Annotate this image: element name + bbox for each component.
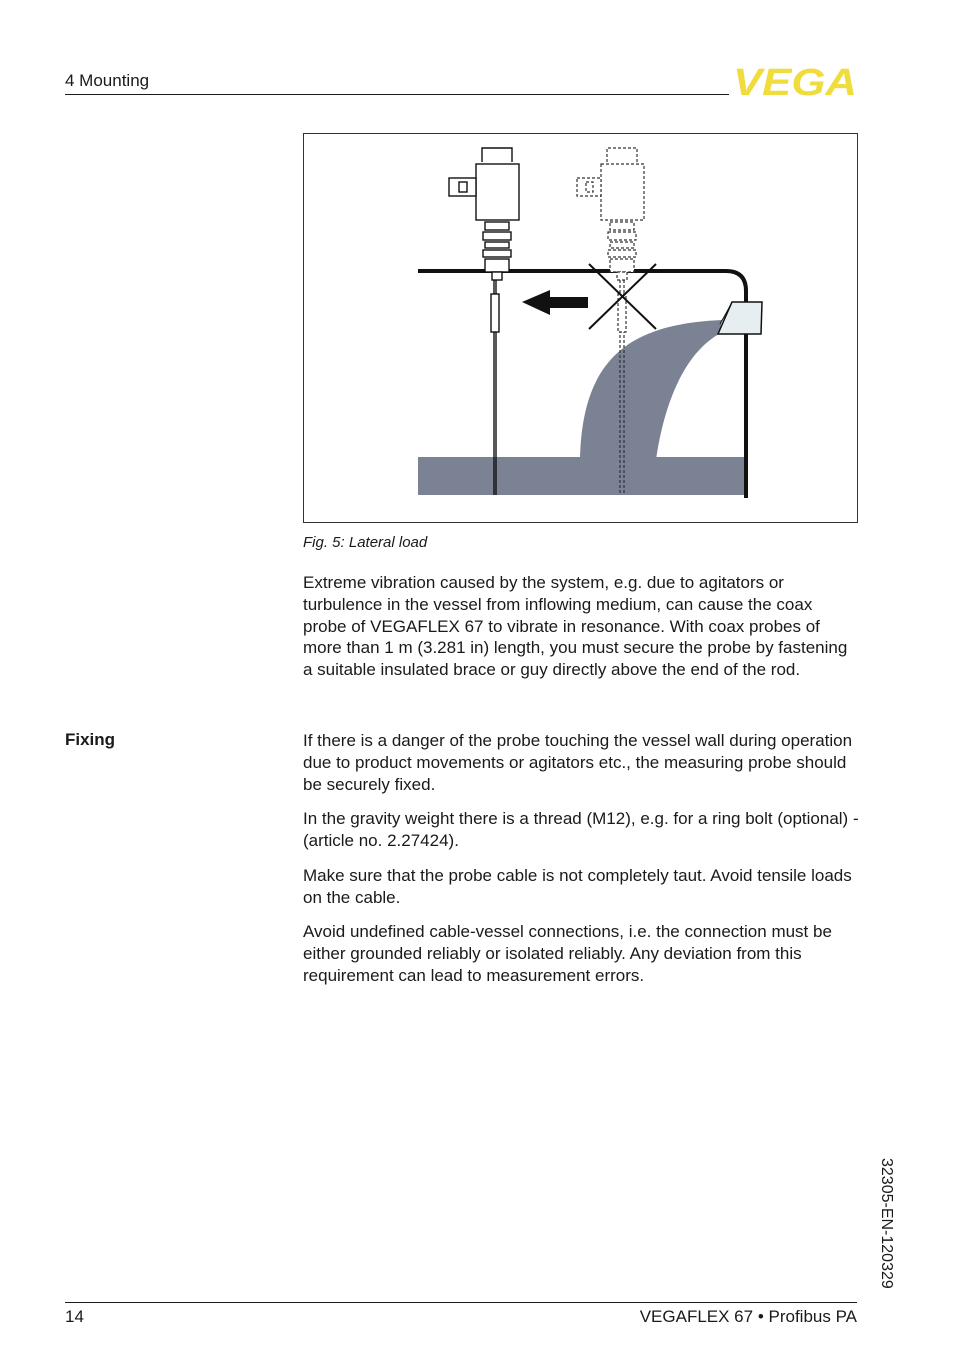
lateral-load-diagram [304, 134, 857, 522]
inlet-pipe [718, 302, 762, 334]
paragraph-thread: In the gravity weight there is a thread (M12), e.g. for a ring bolt (optional) - (article no. 2.27424). [303, 809, 859, 850]
header-divider [65, 94, 729, 95]
document-number: 32305-EN-120329 [878, 1158, 895, 1289]
sensor-correct [449, 148, 519, 495]
page-number: 14 [65, 1307, 84, 1326]
vega-logo-graphic [732, 64, 858, 98]
inflow-stream [580, 320, 722, 460]
footer-divider [65, 1302, 857, 1303]
logo-wordmark: VEGA [733, 64, 857, 98]
paragraph-connections: Avoid undefined cable-vessel connections, i.e. the connection must be either grounded reliably or isolated reliably. Any deviation from this requirement can lead to measurement errors. [303, 922, 832, 985]
move-arrow [522, 290, 588, 315]
paragraph-fixing: If there is a danger of the probe touching the vessel wall during operation due to product movements or agitators etc., the measuring probe should be securely fixed. [303, 731, 853, 794]
paragraph-vibration: Extreme vibration caused by the system, e.g. due to agitators or turbulence in the vessel from inflowing medium, can cause the coax probe of VEGAFLEX 67 to vibrate in resonance. With coax probes of more than 1 m (3.281 in) length, you must secure the probe by fastening a suitable insulated brace or guy directly above the end of the rod. [303, 573, 848, 680]
paragraph-cable-taut: Make sure that the probe cable is not completely taut. Avoid tensile loads on the cable. [303, 866, 852, 907]
side-heading-fixing: Fixing [65, 730, 116, 749]
section-header: 4 Mounting [65, 71, 150, 90]
footer-title: VEGAFLEX 67 • Profibus PA [639, 1307, 857, 1326]
figure-lateral-load [303, 133, 858, 523]
figure-caption: Fig. 5: Lateral load [303, 534, 428, 551]
vega-logo [732, 64, 858, 98]
liquid-surface [418, 457, 746, 495]
